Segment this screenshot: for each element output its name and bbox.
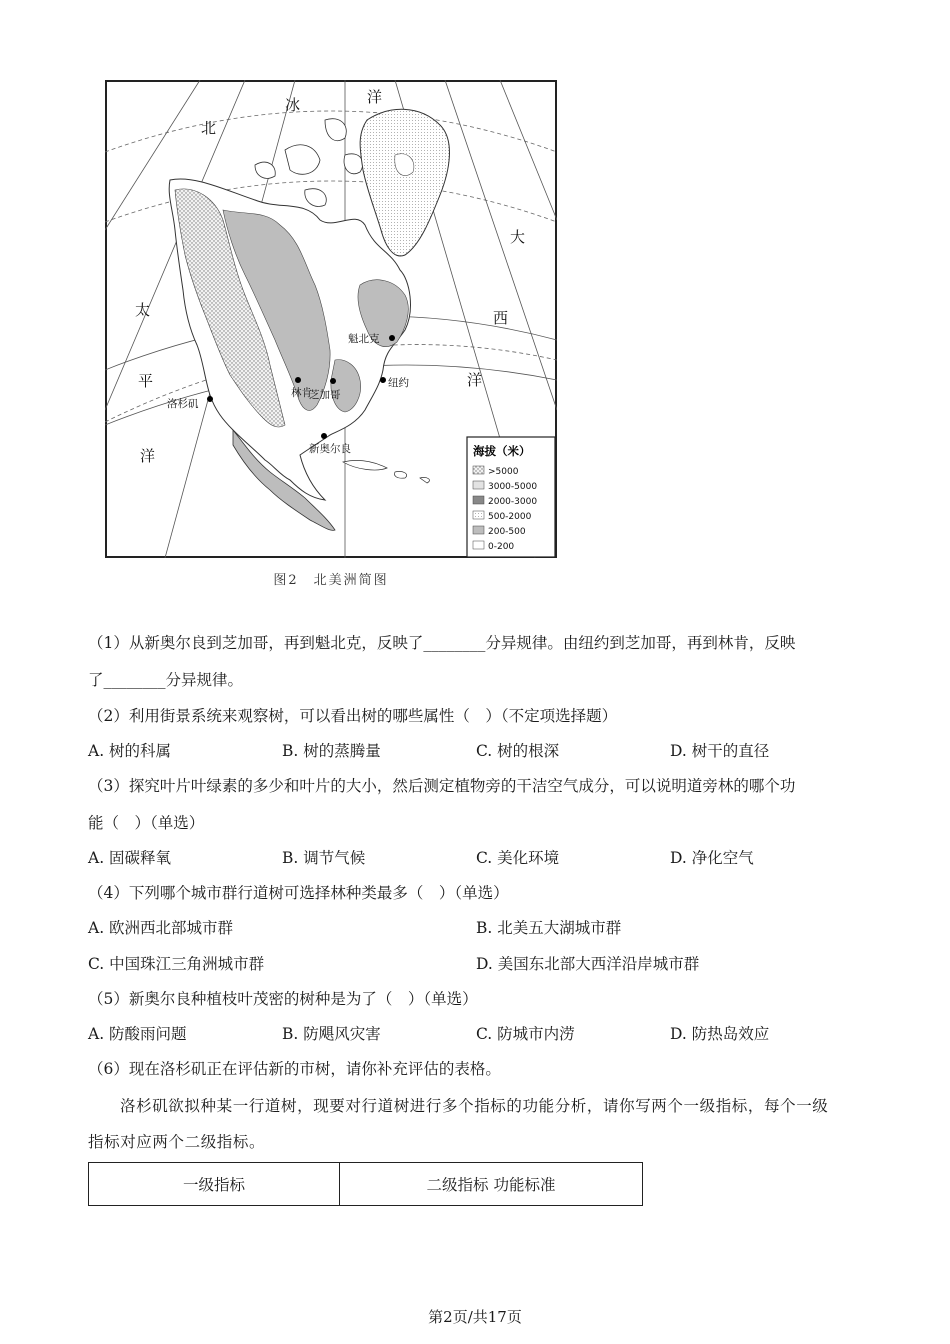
ocean-label-pacific-2: 平	[138, 372, 154, 390]
q2-option-c: C. 树的根深	[476, 742, 560, 760]
q2-option-a: A. 树的科属	[88, 742, 172, 760]
q4-option-b: B. 北美五大湖城市群	[476, 919, 622, 937]
city-dot-neworleans	[321, 433, 327, 439]
ocean-label-atlantic-2: 西	[493, 309, 509, 327]
city-label-lincoln: 林肯	[291, 387, 312, 399]
q4-option-d: D. 美国东北部大西洋沿岸城市群	[476, 955, 700, 973]
legend-item-6: 0-200	[488, 542, 515, 552]
ocean-label-pacific-3: 洋	[140, 447, 156, 465]
legend-item-5: 200-500	[488, 527, 526, 537]
q5-stem: （5）新奥尔良种植枝叶茂密的树种是为了（ ）（单选）	[88, 990, 478, 1008]
legend-title: 海拔（米）	[473, 444, 531, 458]
q3-line1: （3）探究叶片叶绿素的多少和叶片的大小，然后测定植物旁的干洁空气成分，可以说明道旁林的哪个功	[88, 777, 796, 795]
page-footer: 第2页/共17页	[428, 1308, 522, 1326]
ocean-label-pacific-1: 太	[135, 301, 151, 319]
legend-item-2: 3000-5000	[488, 482, 538, 492]
q6-desc-line2: 指标对应两个二级指标。	[88, 1133, 266, 1151]
q4-option-a: A. 欧洲西北部城市群	[88, 919, 234, 937]
city-label-losangeles: 洛杉矶	[167, 398, 199, 410]
evaluation-table	[88, 1162, 643, 1206]
ocean-label-arctic-1: 北	[201, 119, 217, 137]
q4-option-c: C. 中国珠江三角洲城市群	[88, 955, 265, 973]
legend-item-3: 2000-3000	[488, 497, 538, 507]
q3-option-d: D. 净化空气	[670, 849, 754, 867]
table-header-level1: 一级指标	[89, 1163, 340, 1206]
ocean-label-atlantic-1: 大	[510, 228, 526, 246]
q5-option-c: C. 防城市内涝	[476, 1025, 575, 1043]
q5-option-a: A. 防酸雨问题	[88, 1025, 187, 1043]
city-label-chicago: 芝加哥	[309, 389, 341, 401]
table-row	[89, 1163, 643, 1206]
q1-line2: 了________分异规律。	[88, 671, 244, 689]
q3-option-a: A. 固碳释氧	[88, 849, 172, 867]
elevation-legend	[467, 437, 555, 557]
figure-caption: 图2 北美洲简图	[273, 573, 389, 588]
q4-stem: （4）下列哪个城市群行道树可选择林种类最多（ ）（单选）	[88, 884, 509, 902]
q6-stem: （6）现在洛杉矶正在评估新的市树，请你补充评估的表格。	[88, 1060, 501, 1078]
city-dot-losangeles	[207, 396, 213, 402]
q2-stem: （2）利用街景系统来观察树，可以看出树的哪些属性（ ）（不定项选择题）	[88, 707, 618, 725]
legend-item-1: >5000	[488, 467, 519, 477]
legend-item-4: 500-2000	[488, 512, 532, 522]
city-dot-chicago	[330, 378, 336, 384]
city-dot-lincoln	[295, 377, 301, 383]
city-label-newyork: 纽约	[388, 377, 409, 389]
ocean-label-arctic-3: 洋	[367, 88, 383, 106]
q3-line2: 能（ ）（单选）	[88, 814, 205, 832]
city-dot-quebec	[389, 335, 395, 341]
q6-desc-line1: 洛杉矶欲拟种某一行道树，现要对行道树进行多个指标的功能分析，请你写两个一级指标，每个一级	[120, 1097, 829, 1115]
q5-option-d: D. 防热岛效应	[670, 1025, 770, 1043]
q2-option-d: D. 树干的直径	[670, 742, 770, 760]
ocean-label-atlantic-3: 洋	[467, 371, 483, 389]
q3-option-c: C. 美化环境	[476, 849, 560, 867]
ocean-label-arctic-2: 冰	[285, 96, 301, 114]
north-america-map	[105, 80, 557, 558]
table-header-level2: 二级指标 功能标准	[340, 1163, 643, 1206]
q2-option-b: B. 树的蒸腾量	[282, 742, 381, 760]
city-label-neworleans: 新奥尔良	[309, 443, 351, 455]
city-label-quebec: 魁北克	[348, 333, 380, 345]
city-dot-newyork	[380, 377, 386, 383]
q1-line1: （1）从新奥尔良到芝加哥，再到魁北克，反映了________分异规律。由纽约到芝加哥，再到林肯，反映	[88, 634, 796, 652]
q5-option-b: B. 防飓风灾害	[282, 1025, 381, 1043]
q3-option-b: B. 调节气候	[282, 849, 366, 867]
